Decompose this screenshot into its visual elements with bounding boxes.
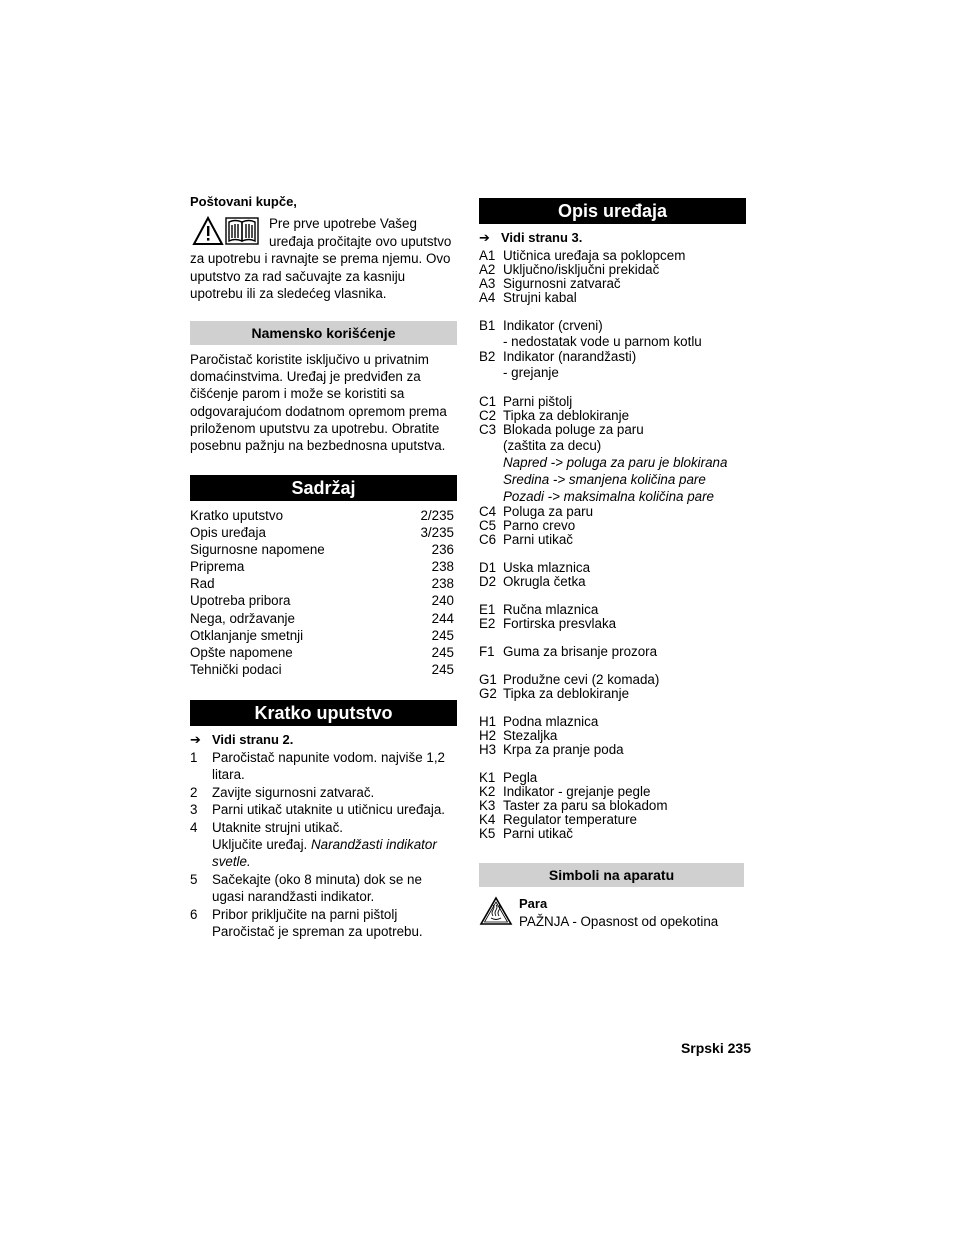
quick-guide-steps xyxy=(190,749,457,940)
part-row: K4 Regulator temperature xyxy=(479,812,637,827)
toc-item[interactable]: Priprema 238 xyxy=(190,559,454,575)
part-row: K5 Parni utikač xyxy=(479,826,573,841)
arrow-right-icon: ➔ xyxy=(190,732,201,747)
see-page-description: ➔ Vidi stranu 3. xyxy=(479,230,583,245)
symbol-label: Para xyxy=(519,896,548,911)
part-row: C4 Poluga za paru xyxy=(479,504,594,519)
see-page-quick-guide: ➔ Vidi stranu 2. xyxy=(190,732,294,747)
intro-icons xyxy=(192,216,262,246)
section-heading-intended-use: Namensko korišćenje xyxy=(190,321,457,345)
part-row: E1 Ručna mlaznica xyxy=(479,602,599,617)
part-row: A3 Sigurnosni zatvarač xyxy=(479,276,621,291)
part-subnote: (zaštita za decu) xyxy=(503,438,602,453)
part-row: B1 Indikator (crveni) xyxy=(479,318,603,333)
toc-item[interactable]: Opis uređaja 3/235 xyxy=(190,525,454,541)
list-item: 5 Sačekajte (oko 8 minuta) dok se ne ugasi narandžasti indikator. xyxy=(190,871,422,905)
toc-item[interactable]: Tehnički podaci 245 xyxy=(190,661,454,677)
part-row: K3 Taster za paru sa blokadom xyxy=(479,798,668,813)
part-row: F1 Guma za brisanje prozora xyxy=(479,644,658,659)
part-row: K1 Pegla xyxy=(479,770,538,785)
part-row: A2 Uključno/isključni prekidač xyxy=(479,262,660,277)
section-heading-quick-guide: Kratko uputstvo xyxy=(190,700,457,726)
toc-item[interactable]: Kratko uputstvo 2/235 xyxy=(190,508,454,523)
part-row: A4 Strujni kabal xyxy=(479,290,577,305)
toc-item[interactable]: Otklanjanje smetnji 245 xyxy=(190,627,454,643)
part-row: H1 Podna mlaznica xyxy=(479,714,599,729)
intro-text-rest: za upotrebu i ravnajte se prema njemu. Ovo uputstvo za rad sačuvajte za kasniju upotrebu ili za sledećeg vlasnika. xyxy=(190,251,451,301)
part-row: C2 Tipka za deblokiranje xyxy=(479,408,630,423)
part-row: H2 Stezaljka xyxy=(479,728,558,743)
contents-list xyxy=(190,507,457,678)
page-footer: Srpski 235 xyxy=(680,1040,751,1056)
arrow-right-icon: ➔ xyxy=(479,230,490,245)
part-mode: Pozadi -> maksimalna količina pare xyxy=(503,489,715,504)
list-item: 4 Utaknite strujni utikač. xyxy=(190,819,343,835)
part-row: G1 Produžne cevi (2 komada) xyxy=(479,672,660,687)
toc-item[interactable]: Rad 238 xyxy=(190,576,454,592)
part-subnote: - grejanje xyxy=(503,365,559,380)
part-row: C5 Parno crevo xyxy=(479,518,576,533)
part-mode: Napred -> poluga za paru je blokirana xyxy=(503,455,728,470)
toc-item[interactable]: Sigurnosne napomene 236 xyxy=(190,542,454,558)
part-mode: Sredina -> smanjena količina pare xyxy=(503,472,706,487)
list-item: 1 Paročistač napunite vodom. najviše 1,2 litara. xyxy=(190,750,445,783)
part-row: H3 Krpa za pranje poda xyxy=(479,742,624,757)
part-row: C6 Parni utikač xyxy=(479,532,573,547)
part-subnote: - nedostatak vode u parnom kotlu xyxy=(503,334,702,349)
greeting: Poštovani kupče, xyxy=(190,194,297,209)
list-item: 3 Parni utikač utaknite u utičnicu uređaja. xyxy=(190,802,445,818)
toc-item[interactable]: Nega, održavanje 244 xyxy=(190,610,454,626)
part-row: A1 Utičnica uređaja sa poklopcem xyxy=(479,248,686,263)
section-heading-description: Opis uređaja xyxy=(479,198,746,224)
part-row: B2 Indikator (narandžasti) xyxy=(479,349,637,364)
step-note: Uključite uređaj. Narandžasti indikator svetle. xyxy=(212,837,437,870)
steam-hazard-icon xyxy=(479,896,513,926)
open-book-icon xyxy=(226,218,258,244)
symbol-warning-text: PAŽNJA - Opasnost od opekotina xyxy=(519,914,719,929)
toc-item[interactable]: Upotreba pribora 240 xyxy=(190,593,454,609)
list-item: 6 Pribor priključite na parni pištolj xyxy=(190,906,398,922)
toc-item[interactable]: Opšte napomene 245 xyxy=(190,644,454,660)
intro-text-start: Pre prve upotrebe Vašeg uređaja pročitajte ovo uputstvo xyxy=(269,216,452,249)
part-row: G2 Tipka za deblokiranje xyxy=(479,686,630,701)
parts-list xyxy=(479,249,746,841)
part-row: K2 Indikator - grejanje pegle xyxy=(479,784,651,799)
part-row: E2 Fortirska presvlaka xyxy=(479,616,617,631)
part-row: D1 Uska mlaznica xyxy=(479,560,591,575)
warning-triangle-icon xyxy=(194,218,222,244)
part-row: D2 Okrugla četka xyxy=(479,574,586,589)
intended-use-text: Paročistač koristite isključivo u privatnim domaćinstvima. Uređaj je predviđen za čišćenje parom i može se koristiti sa odgovarajućom dodatnom opremom prema priloženom uputstvu za upotrebu. Obratite posebnu pažnju na bezbednosna uputstva. xyxy=(190,352,447,454)
list-item: 2 Zavijte sigurnosni zatvarač. xyxy=(190,784,375,800)
section-heading-contents: Sadržaj xyxy=(190,475,457,501)
part-row: C1 Parni pištolj xyxy=(479,394,573,409)
part-row: C3 Blokada poluge za paru xyxy=(479,422,644,437)
step-note: Paročistač je spreman za upotrebu. xyxy=(212,924,423,940)
section-heading-symbols: Simboli na aparatu xyxy=(479,863,744,887)
